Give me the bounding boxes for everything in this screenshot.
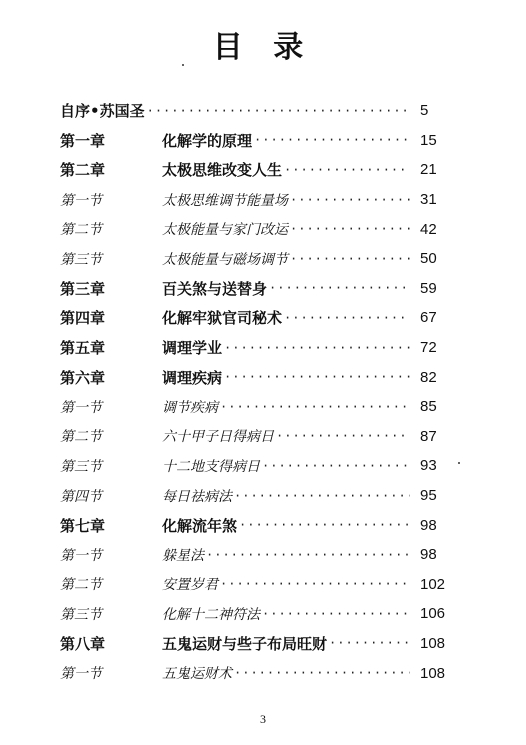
toc-entry-title: 五鬼运财与些子布局旺财 [162, 634, 328, 653]
toc-entry-label: 第三节 [60, 458, 102, 475]
toc-entry [60, 481, 460, 511]
toc-entry-label: 第二节 [60, 222, 102, 239]
toc-entry-page: 50 [420, 250, 437, 268]
toc-entry [60, 599, 460, 629]
dot-leader [239, 519, 410, 531]
toc-entry-title: 调理学业 [162, 339, 223, 358]
toc-entry [60, 185, 460, 215]
toc-entry-page: 67 [420, 309, 437, 327]
table-of-contents [60, 96, 460, 688]
toc-entry [60, 422, 460, 452]
toc-entry-title: 太极思维改变人生 [162, 161, 283, 180]
toc-entry-label: 自序•苏国圣 [60, 102, 145, 121]
toc-entry-page: 98 [420, 516, 437, 534]
toc-entry-label: 第一节 [60, 192, 102, 209]
toc-entry [60, 274, 460, 304]
toc-entry [60, 392, 460, 422]
dot-leader [220, 401, 410, 413]
toc-entry-page: 102 [420, 575, 446, 593]
toc-entry-label: 第四节 [60, 488, 102, 505]
toc-entry-title: 太极能量与磁场调节 [162, 251, 288, 268]
toc-entry-label: 第一节 [60, 666, 102, 683]
toc-entry-page: 21 [420, 161, 437, 179]
toc-entry-label: 第三节 [60, 251, 102, 268]
toc-entry [60, 629, 460, 659]
toc-entry-title: 化解学的原理 [162, 131, 253, 150]
toc-entry-title: 躲星法 [162, 547, 204, 564]
toc-entry [60, 244, 460, 274]
dot-leader [284, 164, 410, 176]
dot-leader [147, 105, 410, 117]
toc-entry-title: 安置岁君 [162, 577, 218, 594]
dot-leader [224, 371, 410, 383]
toc-entry-label: 第六章 [60, 368, 106, 387]
dot-leader [262, 608, 410, 620]
dot-leader [284, 312, 410, 324]
toc-entry-label: 第八章 [60, 634, 106, 653]
toc-entry-page: 108 [420, 634, 446, 652]
toc-entry-label: 第七章 [60, 516, 106, 535]
dot-leader [220, 578, 410, 590]
toc-entry-page: 59 [420, 279, 437, 297]
toc-entry-label: 第五章 [60, 339, 106, 358]
page-title: 目 录 [212, 30, 314, 65]
toc-entry [60, 214, 460, 244]
toc-entry-label: 第三节 [60, 606, 102, 623]
toc-entry-title: 六十甲子日得病日 [162, 429, 274, 446]
dot-leader [290, 223, 410, 235]
ink-speck [182, 64, 184, 66]
toc-entry-label: 第一节 [60, 399, 102, 416]
dot-leader [276, 430, 410, 442]
dot-leader [329, 637, 410, 649]
toc-entry-title: 十二地支得病日 [162, 458, 260, 475]
dot-leader [254, 134, 410, 146]
toc-entry-label: 第一节 [60, 547, 102, 564]
toc-entry [60, 540, 460, 570]
toc-entry-label: 第三章 [60, 279, 106, 298]
toc-entry-title: 太极能量与家门改运 [162, 222, 288, 239]
toc-entry-label: 第一章 [60, 131, 106, 150]
toc-entry-page: 108 [420, 664, 446, 682]
dot-leader [269, 282, 410, 294]
toc-entry [60, 510, 460, 540]
page-number: 3 [260, 712, 266, 726]
toc-entry [60, 333, 460, 363]
toc-entry-page: 42 [420, 220, 437, 238]
toc-entry-label: 第二节 [60, 577, 102, 594]
toc-entry-page: 82 [420, 368, 437, 386]
toc-entry-title: 化解流年煞 [162, 516, 238, 535]
toc-entry-title: 调理疾病 [162, 368, 223, 387]
dot-leader [290, 253, 410, 265]
toc-entry-page: 15 [420, 131, 437, 149]
toc-entry-page: 98 [420, 546, 437, 564]
dot-leader [290, 194, 410, 206]
toc-entry-page: 95 [420, 487, 437, 505]
toc-entry-title: 调节疾病 [162, 399, 218, 416]
toc-entry [60, 155, 460, 185]
toc-entry-title: 五鬼运财术 [162, 666, 232, 683]
toc-entry-page: 31 [420, 191, 437, 209]
toc-entry-label: 第四章 [60, 309, 106, 328]
toc-entry [60, 362, 460, 392]
dot-leader [224, 342, 410, 354]
toc-entry-title: 每日祛病法 [162, 488, 232, 505]
toc-entry-page: 5 [420, 102, 429, 120]
toc-entry [60, 126, 460, 156]
toc-entry-page: 87 [420, 427, 437, 445]
toc-entry-title: 化解牢狱官司秘术 [162, 309, 283, 328]
dot-leader [234, 490, 410, 502]
dot-leader [234, 667, 410, 679]
toc-entry [60, 570, 460, 600]
toc-entry-title: 化解十二神符法 [162, 606, 260, 623]
toc-entry-title: 太极思维调节能量场 [162, 192, 288, 209]
toc-entry-page: 93 [420, 457, 437, 475]
toc-entry [60, 303, 460, 333]
toc-entry-label: 第二节 [60, 429, 102, 446]
toc-entry-page: 106 [420, 605, 446, 623]
toc-entry-page: 72 [420, 339, 437, 357]
toc-entry [60, 658, 460, 688]
dot-leader [262, 460, 410, 472]
dot-leader [206, 549, 410, 561]
toc-entry [60, 96, 460, 126]
toc-entry [60, 451, 460, 481]
toc-entry-title: 百关煞与送替身 [162, 279, 268, 298]
toc-entry-page: 85 [420, 398, 437, 416]
toc-entry-label: 第二章 [60, 161, 106, 180]
